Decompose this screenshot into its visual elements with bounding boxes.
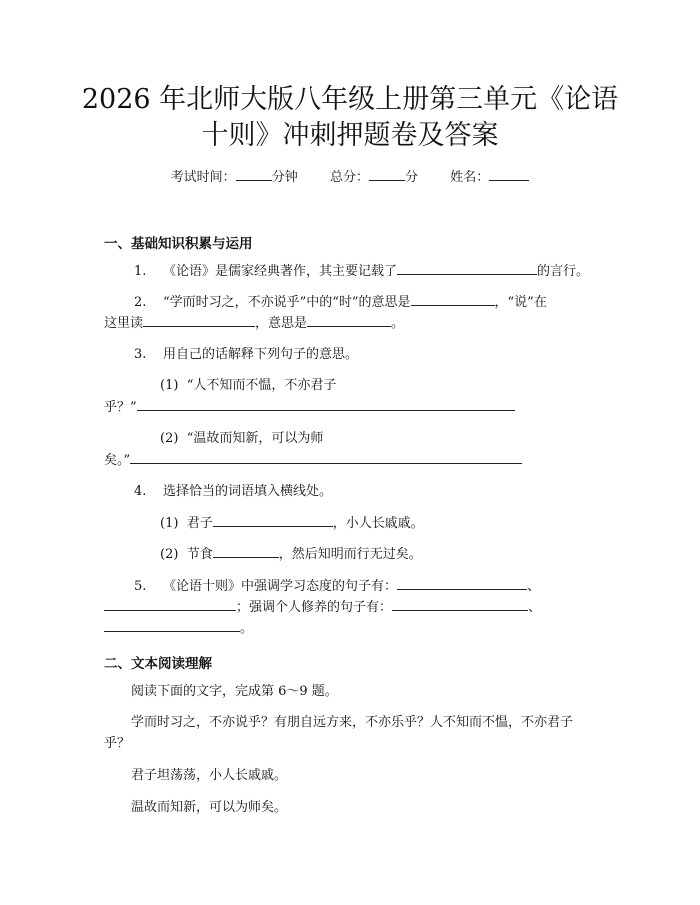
name-label: 姓名： xyxy=(450,170,490,185)
title-line-1: 2026 年北师大版八年级上册第三单元《论语 xyxy=(81,84,619,115)
q3-sub1-label: (1) xyxy=(160,378,179,393)
passage-line-2: 君子坦荡荡，小人长戚戚。 xyxy=(131,768,288,783)
q2-number: 2. xyxy=(134,295,147,310)
time-label: 考试时间： xyxy=(170,170,236,185)
q4-sub1-label: (1) xyxy=(160,516,179,531)
q5-blank-3 xyxy=(392,598,528,611)
q4-sub1-end: ，小人长戚戚。 xyxy=(332,516,424,531)
question-3-sub-2-cont xyxy=(104,451,522,470)
q3-sub2-cont: 矣。” xyxy=(104,453,131,468)
q5-line2-text: ；强调个人修养的句子有： xyxy=(236,600,393,615)
question-3-sub-1 xyxy=(160,377,336,395)
exam-info xyxy=(0,168,700,187)
q4-sub2-end: ，然后知明而行无过矣。 xyxy=(278,547,422,562)
q3-sub1-text: “人不知而不愠，不亦君子 xyxy=(186,378,337,393)
score-unit: 分 xyxy=(405,170,419,185)
q2-line2-text: 这里读 xyxy=(104,316,144,331)
q4-sub2-text: 节食 xyxy=(186,547,213,562)
q2-line2-end: 。 xyxy=(391,316,405,331)
q4-text: 选择恰当的词语填入横线处。 xyxy=(162,484,332,499)
q2-text: “学而时习之，不亦说乎”中的“时”的意思是 xyxy=(162,295,411,310)
q3-text: 用自己的话解释下列句子的意思。 xyxy=(162,347,358,362)
q1-number: 1. xyxy=(134,264,147,279)
q3-number: 3. xyxy=(134,347,147,362)
passage-line-1: 学而时习之，不亦说乎？有朋自远方来，不亦乐乎？人不知而不愠，不亦君子 xyxy=(131,715,574,730)
q5-blank-2 xyxy=(104,598,236,611)
passage-line-3: 温故而知新，可以为师矣。 xyxy=(131,800,288,815)
title-line-2: 十则》冲刺押题卷及答案 xyxy=(201,120,499,151)
q3-sub2-answer-line xyxy=(130,451,522,464)
q4-sub1-blank xyxy=(213,514,333,527)
q2-blank-1 xyxy=(411,293,495,306)
question-2 xyxy=(134,293,547,312)
q5-number: 5. xyxy=(134,579,147,594)
passage-line-1-cont: 乎？ xyxy=(104,736,131,751)
q5-sep-1: 、 xyxy=(526,579,540,594)
q2-blank-3 xyxy=(307,314,391,327)
q3-sub2-label: (2) xyxy=(160,431,179,446)
q5-blank-1 xyxy=(397,577,527,590)
question-5 xyxy=(134,577,540,596)
q4-number: 4. xyxy=(134,484,147,499)
q1-blank xyxy=(397,262,537,275)
time-blank xyxy=(236,168,272,181)
q4-sub1-text: 君子 xyxy=(186,516,213,531)
q4-sub2-label: (2) xyxy=(160,547,179,562)
q1-text: 《论语》是儒家经典著作，其主要记载了 xyxy=(162,264,397,279)
q3-sub1-cont: 乎？” xyxy=(104,400,137,415)
q4-sub2-blank xyxy=(213,545,279,558)
q2-line2-mid: ，意思是 xyxy=(255,316,308,331)
question-4 xyxy=(134,483,332,501)
reading-intro: 阅读下面的文字，完成第 6～9 题。 xyxy=(131,684,338,699)
question-5-cont-1 xyxy=(104,598,541,617)
section-2-heading: 二、文本阅读理解 xyxy=(104,656,212,672)
time-unit: 分钟 xyxy=(271,170,298,185)
q2-text-mid: ，“说”在 xyxy=(494,295,547,310)
q1-text-end: 的言行。 xyxy=(536,264,589,279)
question-3 xyxy=(134,346,358,364)
question-3-sub-2 xyxy=(160,430,323,448)
question-1 xyxy=(134,262,589,281)
q5-text: 《论语十则》中强调学习态度的句子有： xyxy=(162,579,397,594)
question-5-cont-2 xyxy=(104,619,253,638)
question-4-sub-1 xyxy=(160,514,424,533)
question-2-cont xyxy=(104,314,404,333)
question-3-sub-1-cont xyxy=(104,398,515,417)
name-blank xyxy=(489,168,529,181)
q5-sep-2: 、 xyxy=(528,600,542,615)
q5-end: 。 xyxy=(240,621,254,636)
q3-sub1-answer-line xyxy=(137,398,515,411)
score-blank xyxy=(369,168,405,181)
q3-sub2-text: “温故而知新，可以为师 xyxy=(186,431,324,446)
section-1-heading: 一、基础知识积累与运用 xyxy=(104,236,253,252)
question-4-sub-2 xyxy=(160,545,422,564)
score-label: 总分： xyxy=(329,170,369,185)
q5-blank-4 xyxy=(104,619,240,632)
q2-blank-2 xyxy=(143,314,255,327)
